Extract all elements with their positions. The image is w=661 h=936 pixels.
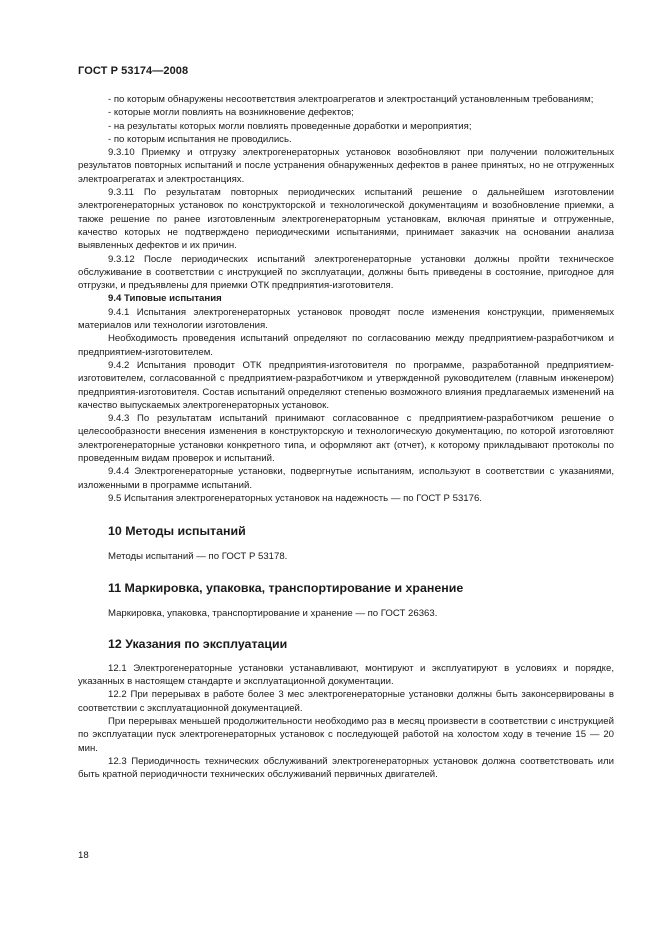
section-heading-10: 10 Методы испытаний [108,524,246,539]
section-10-body: Методы испытаний — по ГОСТ Р 53178. [108,551,288,563]
section-heading-12: 12 Указания по эксплуатации [108,636,288,651]
subsection-heading-9-4: 9.4 Типовые испытания [108,293,222,305]
list-item: - по которым обнаружены несоответствия электроагрегатов и электростанций установленным требованиям; [108,94,594,105]
clause-12-3: 12.3 Периодичность технических обслуживаний электрогенераторных установок должна соответствовать или быть кратной периодичности технических обслуживаний первичных двигателей. [78,755,614,781]
section-11-body: Маркировка, упаковка, транспортирование и хранение — по ГОСТ 26363. [108,607,438,619]
page-number: 18 [78,850,89,861]
clause-9-3-11: 9.3.11 По результатам повторных периодических испытаний решение о дальнейшем изготовлении электрогенераторных установок по конструкторской и технологической документациям и возобновление приемки, а также решение по ранее изготовленным электрогенераторным установкам, включая принятые и отгруженные, качество которых не подтверждено периодическими испытаниями, принимает заказчик на основании анализа выявленных дефектов и их причин. [78,187,614,252]
clause-9-4-2: 9.4.2 Испытания проводит ОТК предприятия-изготовителя по программе, разработанной предприятием-изготовителем, согласованной с предприятием-разработчиком и утвержденной руководителем (главным инженером) предприятия-изготовителя. Состав испытаний определяют степенью возможного влияния предлагаемых изменений на качество выпускаемых электрогенераторных установок. [78,359,614,411]
clause-9-4-4: 9.4.4 Электрогенераторные установки, подвергнутые испытаниям, используют в соответствии с указаниями, изложенными в программе испытаний. [78,466,614,491]
list-item: - по которым испытания не проводились. [108,133,292,145]
page-content [78,93,614,781]
standard-header: ГОСТ Р 53174—2008 [78,65,189,77]
clause-12-1: 12.1 Электрогенераторные установки устанавливают, монтируют и эксплуатируют в условиях и порядке, указанных в настоящем стандарте и эксплуатационной документации. [78,662,614,688]
clause-12-2: 12.2 При перерывах в работе более 3 мес электрогенераторные установки должны быть законсервированы в соответствии с эксплуатационной документацией. [78,689,614,714]
list-item: - которые могли повлиять на возникновение дефектов; [108,107,354,119]
paragraph: Необходимость проведения испытаний определяют по согласованию между предприятием-разработчиком и предприятием-изготовителем. [78,333,614,358]
section-heading-11: 11 Маркировка, упаковка, транспортирование и хранение [108,580,464,595]
clause-9-3-12: 9.3.12 После периодических испытаний электрогенераторные установки должны пройти техническое обслуживание в соответствии с инструкцией по эксплуатации, должны быть приведены в состояние, пригодное для отгрузки, и предъявлены для приемки ОТК предприятия-изготовителя. [78,253,614,292]
clause-9-4-1: 9.4.1 Испытания электрогенераторных установок проводят после изменения конструкции, применяемых материалов или технологии изготовления. [78,306,614,332]
clause-9-3-10: 9.3.10 Приемку и отгрузку электрогенераторных установок возобновляют при получении положительных результатов повторных испытаний и после устранения обнаруженных дефектов в ранее принятых, но не отгруженных электроагрегатах и электростанциях. [78,147,614,185]
list-item: - на результаты которых могли повлиять проведенные доработки и мероприятия; [108,120,472,132]
clause-9-4-3: 9.4.3 По результатам испытаний принимают согласованное с предприятием-разработчиком решение о целесообразности внесения изменения в конструкторскую и технологическую документацию, по которой изготовляют электрогенераторные установки конкретного типа, и оформляют акт (отчет), к которому прикладывают протоколы по проведенным видам проверок и испытаний. [78,413,614,465]
clause-9-5: 9.5 Испытания электрогенераторных установок на надежность — по ГОСТ Р 53176. [108,492,482,504]
paragraph: При перерывах меньшей продолжительности необходимо раз в месяц произвести в соответствии с инструкцией по эксплуатации пуск электрогенераторных установок с последующей работой на холостом ходу в течение 15 — 20 мин. [78,715,614,754]
